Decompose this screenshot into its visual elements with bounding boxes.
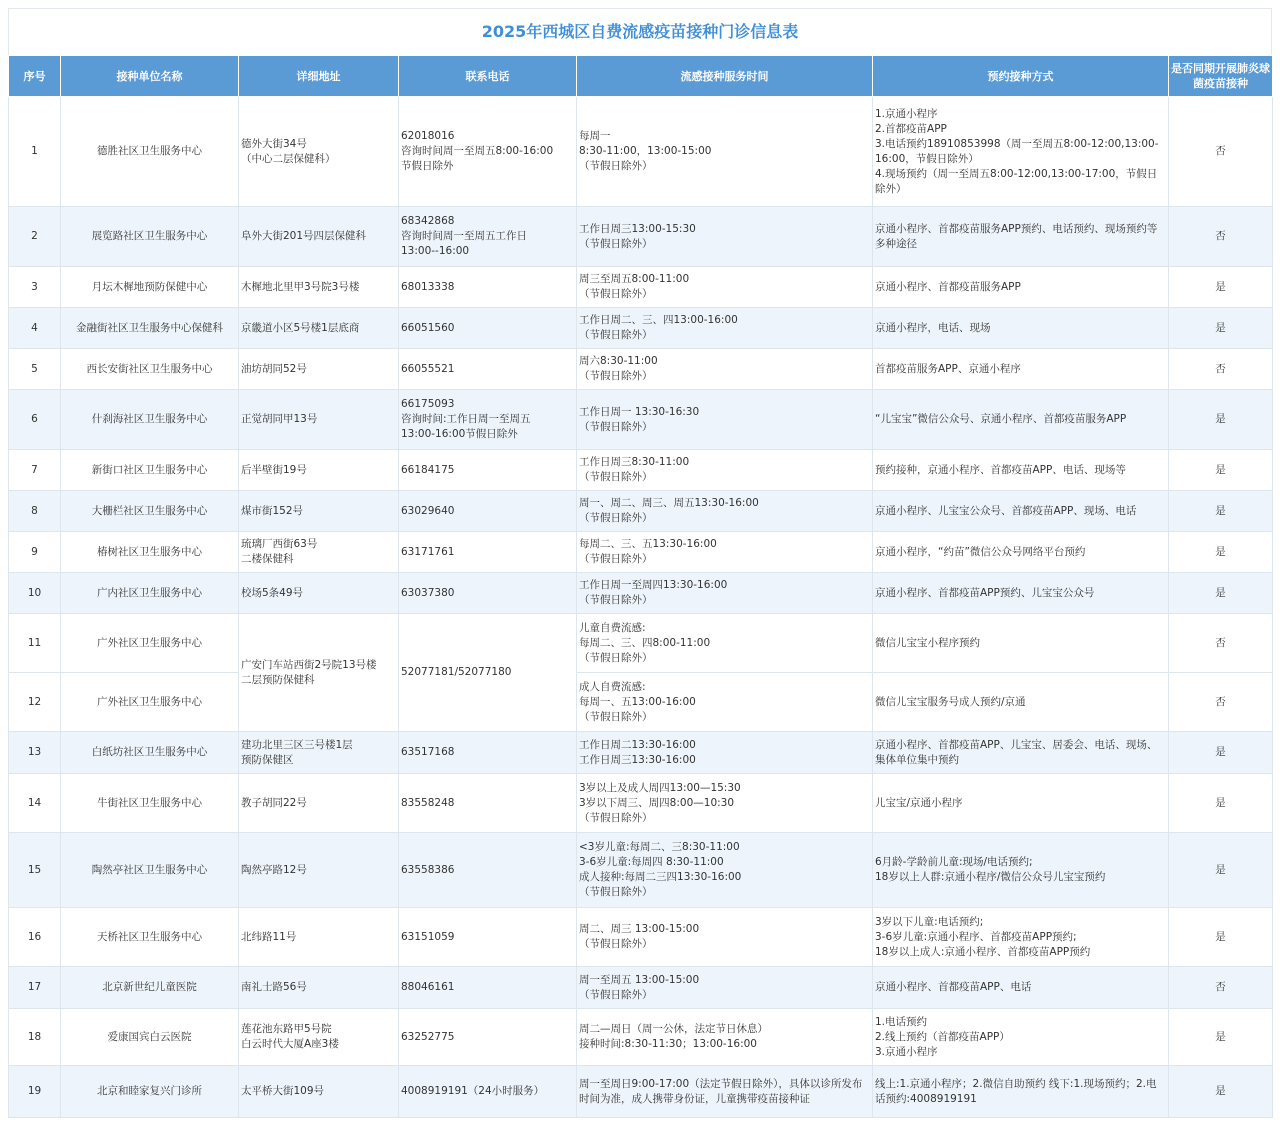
table-row [9,491,1273,532]
booking-method: 京通小程序、首都疫苗APP、儿宝宝、居委会、电话、现场、集体单位集中预约 [873,732,1169,774]
row-no: 6 [9,390,61,450]
pneumococcal-flag: 是 [1169,1009,1273,1066]
clinic-phone: 63252775 [399,1009,577,1066]
table-row [9,532,1273,573]
booking-method: 线上:1.京通小程序；2.微信自助预约 线下:1.现场预约；2.电话预约:4008919191 [873,1066,1169,1118]
pneumococcal-flag: 是 [1169,908,1273,967]
clinic-name: 展览路社区卫生服务中心 [61,207,239,267]
clinic-address: 正觉胡同甲13号 [239,390,399,450]
service-time: 每周二、三、五13:30-16:00 （节假日除外） [577,532,873,573]
clinic-address: 木樨地北里甲3号院3号楼 [239,267,399,308]
clinic-name: 牛街社区卫生服务中心 [61,774,239,833]
booking-method: 京通小程序、首都疫苗APP预约、儿宝宝公众号 [873,573,1169,614]
header-booking-method: 预约接种方式 [873,56,1169,97]
service-time: 儿童自费流感: 每周二、三、四8:00-11:00 （节假日除外） [577,614,873,673]
clinic-phone: 66175093 咨询时间:工作日周一至周五 13:00-16:00节假日除外 [399,390,577,450]
row-no: 8 [9,491,61,532]
pneumococcal-flag: 否 [1169,673,1273,732]
table-row [9,614,1273,673]
clinic-phone: 63151059 [399,908,577,967]
booking-method: 京通小程序、首都疫苗服务APP预约、电话预约、现场预约等多种途径 [873,207,1169,267]
pneumococcal-flag: 是 [1169,267,1273,308]
header-name: 接种单位名称 [61,56,239,97]
booking-method: 京通小程序，“约苗”微信公众号网络平台预约 [873,532,1169,573]
clinic-phone: 63517168 [399,732,577,774]
table-row [9,673,1273,732]
clinic-phone: 66051560 [399,308,577,349]
table-row [9,573,1273,614]
clinic-phone: 63171761 [399,532,577,573]
clinic-phone: 83558248 [399,774,577,833]
service-time: 成人自费流感: 每周一、五13:00-16:00 （节假日除外） [577,673,873,732]
service-time: 工作日周一至周四13:30-16:00 （节假日除外） [577,573,873,614]
service-time: <3岁儿童:每周二、三8:30-11:00 3-6岁儿童:每周四 8:30-11:00 成人接种:每周二三四13:30-16:00 （节假日除外） [577,833,873,908]
service-time: 周一、周二、周三、周五13:30-16:00 （节假日除外） [577,491,873,532]
clinic-address: 莲花池东路甲5号院 白云时代大厦A座3楼 [239,1009,399,1066]
clinic-name: 白纸坊社区卫生服务中心 [61,732,239,774]
booking-method: 1.京通小程序 2.首都疫苗APP 3.电话预约18910853998（周一至周五8:00-12:00,13:00-16:00，节假日除外） 4.现场预约（周一至周五8:00-12:00,13:00-17:00，节假日除外） [873,97,1169,207]
booking-method: 首都疫苗服务APP、京通小程序 [873,349,1169,390]
row-no: 19 [9,1066,61,1118]
service-time: 周二—周日（周一公休，法定节日休息） 接种时间:8:30-11:30；13:00-16:00 [577,1009,873,1066]
table-row [9,97,1273,207]
pneumococcal-flag: 是 [1169,450,1273,491]
service-time: 工作日周三8:30-11:00 （节假日除外） [577,450,873,491]
row-no: 17 [9,967,61,1009]
clinic-name: 陶然亭社区卫生服务中心 [61,833,239,908]
table-row [9,1066,1273,1118]
clinic-address: 南礼士路56号 [239,967,399,1009]
pneumococcal-flag: 是 [1169,532,1273,573]
service-time: 工作日周一 13:30-16:30 （节假日除外） [577,390,873,450]
row-no: 9 [9,532,61,573]
booking-method: 3岁以下儿童:电话预约; 3-6岁儿童:京通小程序、首都疫苗APP预约; 18岁以上成人:京通小程序、首都疫苗APP预约 [873,908,1169,967]
service-time: 周一至周五 13:00-15:00 （节假日除外） [577,967,873,1009]
row-no: 4 [9,308,61,349]
clinic-address: 校场5条49号 [239,573,399,614]
booking-method: 儿宝宝/京通小程序 [873,774,1169,833]
clinic-address: 教子胡同22号 [239,774,399,833]
clinic-phone: 52077181/52077180 [399,614,577,732]
clinic-phone: 68342868 咨询时间周一至周五工作日 13:00--16:00 [399,207,577,267]
pneumococcal-flag: 否 [1169,207,1273,267]
row-no: 3 [9,267,61,308]
pneumococcal-flag: 是 [1169,774,1273,833]
clinic-address: 后半壁街19号 [239,450,399,491]
table-row [9,774,1273,833]
row-no: 1 [9,97,61,207]
clinic-name: 西长安街社区卫生服务中心 [61,349,239,390]
clinic-name: 北京新世纪儿童医院 [61,967,239,1009]
service-time: 3岁以上及成人周四13:00—15:30 3岁以下周三、周四8:00—10:30 （节假日除外） [577,774,873,833]
row-no: 2 [9,207,61,267]
row-no: 10 [9,573,61,614]
table-row [9,1009,1273,1066]
table-row [9,267,1273,308]
clinic-phone: 4008919191（24小时服务） [399,1066,577,1118]
pneumococcal-flag: 是 [1169,573,1273,614]
clinic-phone: 66055521 [399,349,577,390]
clinic-address: 北纬路11号 [239,908,399,967]
booking-method: 微信儿宝宝小程序预约 [873,614,1169,673]
clinic-name: 椿树社区卫生服务中心 [61,532,239,573]
pneumococcal-flag: 是 [1169,308,1273,349]
row-no: 18 [9,1009,61,1066]
pneumococcal-flag: 否 [1169,349,1273,390]
table-row [9,207,1273,267]
table-header-row [9,56,1273,97]
row-no: 16 [9,908,61,967]
clinic-phone: 63558386 [399,833,577,908]
header-phone: 联系电话 [399,56,577,97]
clinic-name: 爱康国宾白云医院 [61,1009,239,1066]
clinic-phone: 66184175 [399,450,577,491]
service-time: 周三至周五8:00-11:00 （节假日除外） [577,267,873,308]
pneumococcal-flag: 否 [1169,967,1273,1009]
header-no: 序号 [9,56,61,97]
row-no: 13 [9,732,61,774]
clinic-name: 广外社区卫生服务中心 [61,673,239,732]
page-title: 2025年西城区自费流感疫苗接种门诊信息表 [8,8,1272,55]
clinic-phone: 63037380 [399,573,577,614]
clinic-name: 大栅栏社区卫生服务中心 [61,491,239,532]
clinic-address: 阜外大街201号四层保健科 [239,207,399,267]
pneumococcal-flag: 是 [1169,390,1273,450]
booking-method: 京通小程序、首都疫苗APP、电话 [873,967,1169,1009]
clinic-phone: 88046161 [399,967,577,1009]
clinic-address: 陶然亭路12号 [239,833,399,908]
clinic-name: 天桥社区卫生服务中心 [61,908,239,967]
booking-method: 预约接种，京通小程序、首都疫苗APP、电话、现场等 [873,450,1169,491]
clinic-address: 煤市街152号 [239,491,399,532]
clinic-name: 新街口社区卫生服务中心 [61,450,239,491]
booking-method: 京通小程序、儿宝宝公众号、首都疫苗APP、现场、电话 [873,491,1169,532]
clinic-name: 北京和睦家复兴门诊所 [61,1066,239,1118]
pneumococcal-flag: 否 [1169,97,1273,207]
table-row [9,833,1273,908]
clinic-address: 琉璃厂西街63号 二楼保健科 [239,532,399,573]
clinic-name: 金融街社区卫生服务中心保健科 [61,308,239,349]
pneumococcal-flag: 是 [1169,491,1273,532]
clinic-address: 广安门车站西街2号院13号楼 二层预防保健科 [239,614,399,732]
row-no: 14 [9,774,61,833]
pneumococcal-flag: 是 [1169,732,1273,774]
page-wrapper [8,8,1272,1118]
table-row [9,450,1273,491]
pneumococcal-flag: 是 [1169,1066,1273,1118]
table-row [9,908,1273,967]
row-no: 12 [9,673,61,732]
header-pneumococcal: 是否同期开展肺炎球菌疫苗接种 [1169,56,1273,97]
clinic-phone: 63029640 [399,491,577,532]
booking-method: 6月龄-学龄前儿童:现场/电话预约; 18岁以上人群:京通小程序/微信公众号儿宝宝预约 [873,833,1169,908]
service-time: 工作日周三13:00-15:30 （节假日除外） [577,207,873,267]
header-address: 详细地址 [239,56,399,97]
table-row [9,349,1273,390]
booking-method: 微信儿宝宝服务号成人预约/京通 [873,673,1169,732]
clinic-name: 广内社区卫生服务中心 [61,573,239,614]
booking-method: 京通小程序、首都疫苗服务APP [873,267,1169,308]
clinic-phone: 68013338 [399,267,577,308]
booking-method: 京通小程序，电话、现场 [873,308,1169,349]
table-row [9,308,1273,349]
table-row [9,390,1273,450]
clinic-address: 建功北里三区三号楼1层 预防保健区 [239,732,399,774]
row-no: 15 [9,833,61,908]
pneumococcal-flag: 否 [1169,614,1273,673]
clinic-name: 什刹海社区卫生服务中心 [61,390,239,450]
clinic-name: 月坛木樨地预防保健中心 [61,267,239,308]
clinic-phone: 62018016 咨询时间周一至周五8:00-16:00 节假日除外 [399,97,577,207]
header-service-time: 流感接种服务时间 [577,56,873,97]
clinic-address: 太平桥大街109号 [239,1066,399,1118]
clinic-address: 京畿道小区5号楼1层底商 [239,308,399,349]
clinic-address: 德外大街34号 （中心二层保健科） [239,97,399,207]
row-no: 5 [9,349,61,390]
service-time: 周二、周三 13:00-15:00 （节假日除外） [577,908,873,967]
table-row [9,732,1273,774]
clinic-name: 德胜社区卫生服务中心 [61,97,239,207]
service-time: 工作日周二13:30-16:00 工作日周三13:30-16:00 [577,732,873,774]
row-no: 7 [9,450,61,491]
service-time: 周六8:30-11:00 （节假日除外） [577,349,873,390]
pneumococcal-flag: 是 [1169,833,1273,908]
clinic-table [8,55,1273,1118]
service-time: 每周一 8:30-11:00，13:00-15:00 （节假日除外） [577,97,873,207]
clinic-address: 油坊胡同52号 [239,349,399,390]
table-row [9,967,1273,1009]
service-time: 周一至周日9:00-17:00（法定节假日除外），具体以诊所发布时间为准，成人携带身份证，儿童携带疫苗接种证 [577,1066,873,1118]
row-no: 11 [9,614,61,673]
clinic-name: 广外社区卫生服务中心 [61,614,239,673]
booking-method: “儿宝宝”微信公众号、京通小程序、首都疫苗服务APP [873,390,1169,450]
booking-method: 1.电话预约 2.线上预约（首都疫苗APP） 3.京通小程序 [873,1009,1169,1066]
service-time: 工作日周二、三、四13:00-16:00 （节假日除外） [577,308,873,349]
